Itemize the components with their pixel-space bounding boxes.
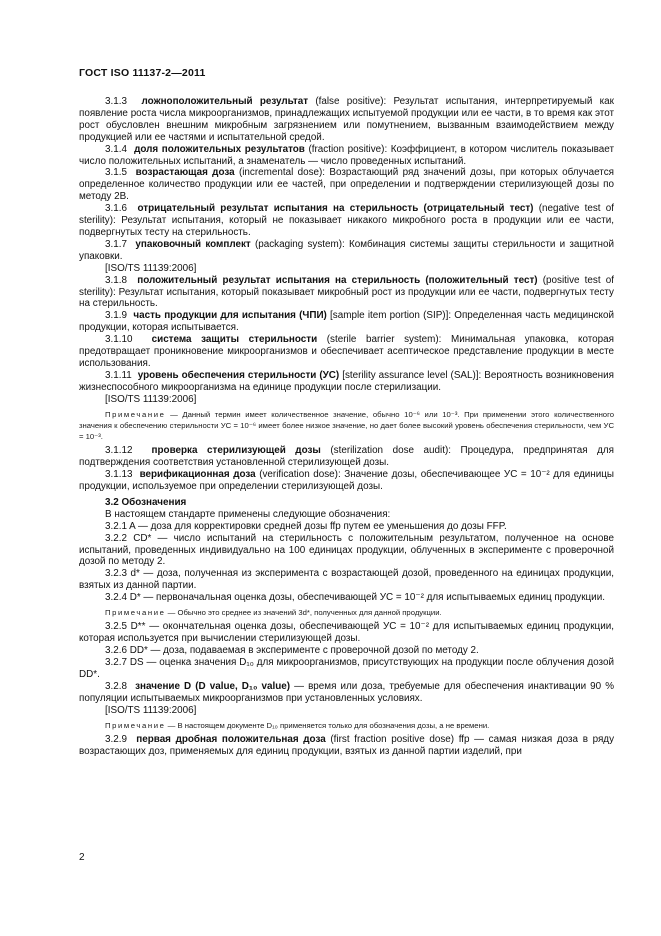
symbol-3-2-1: 3.2.1 A — доза для корректировки средней дозы ffp путем ее уменьшения до дозы FFP. bbox=[105, 520, 507, 532]
note-3-2-4: Примечание — Обычно это среднее из значений 3d*, полученных для данной продукции. bbox=[105, 608, 442, 618]
symbol-3-2-8: 3.2.8 значение D (D value, D₁₀ value) — время или доза, требуемые для обеспечения инактивации 90 % популяции испытываемых микроорганизмов при установленных условиях. bbox=[79, 680, 614, 704]
symbol-3-2-3: 3.2.3 d* — доза, полученная из эксперимента с возрастающей дозой, проведенного на единицах продукции, взятых из данной партии. bbox=[79, 568, 614, 592]
term-3-1-10: 3.1.10 система защиты стерильности (sterile barrier system): Минимальная упаковка, которая предотвращает проникновение микроорганизмов и обеспечивает асептическое представление продукции в месте использования. bbox=[79, 334, 614, 369]
document-body bbox=[79, 96, 614, 758]
term-3-1-11: 3.1.11 уровень обеспечения стерильности (УС) [sterility assurance level (SAL)]: Вероятность возникновения жизнеспособного микроорганизма на единице продукции после стерилизации. bbox=[79, 369, 614, 393]
term-3-1-5: 3.1.5 возрастающая доза (incremental dose): Возрастающий ряд значений дозы, при которых облучается определенное количество продукции или ее частей, при определении и подтверждении стерилизующей дозы по методу 2В. bbox=[79, 167, 614, 203]
section-heading-3-2: 3.2 Обозначения bbox=[105, 496, 187, 508]
term-3-1-12: 3.1.12 проверка стерилизующей дозы (sterilization dose audit): Процедура, предпринятая для подтверждения соответствия установленной стерилизующей дозы. bbox=[79, 445, 614, 469]
term-3-1-8: 3.1.8 положительный результат испытания на стерильность (положительный тест) (positive test of sterility): Результат испытания, который показывает микробный рост из продукции или ее части, подвергнутых тесту на стерильность. bbox=[79, 274, 614, 310]
term-3-1-9: 3.1.9 часть продукции для испытания (ЧПИ) [sample item portion (SIP)]: Определенная часть медицинской продукции, которая испытывается. bbox=[79, 310, 614, 334]
reference-3-2-8: [ISO/TS 11139:2006] bbox=[105, 704, 197, 716]
reference-3-1-11: [ISO/TS 11139:2006] bbox=[105, 393, 197, 405]
symbol-3-2-5: 3.2.5 D** — окончательная оценка дозы, обеспечивающей УС = 10⁻² для испытываемых единиц продукции, которая используется при вычислении стерилизующей дозы. bbox=[79, 621, 614, 645]
term-3-1-6: 3.1.6 отрицательный результат испытания на стерильность (отрицательный тест) (negative test of sterility): Результат испытания, который не показывает никакого микробного роста в продукции или ее части, подвергнутых тесту на стерильность. bbox=[79, 203, 614, 238]
term-3-1-7: 3.1.7 упаковочный комплект (packaging system): Комбинация системы защиты стерильности и защитной упаковки. bbox=[79, 238, 614, 262]
document-header: ГОСТ ISO 11137-2—2011 bbox=[79, 67, 206, 79]
reference-3-1-7: [ISO/TS 11139:2006] bbox=[105, 262, 197, 274]
term-3-1-3: 3.1.3 ложноположительный результат (false positive): Результат испытания, интерпретируемый как появление роста числа микроорганизмов, принадлежащих испытуемой продукции или ее части, в то время как этот рост обусловлен внешним микробным загрязнением или помутнением, вызванным взаимодействием между продукцией или ее частями и испытательной средой. bbox=[79, 96, 614, 143]
page-number: 2 bbox=[79, 852, 85, 863]
term-3-1-13: 3.1.13 верификационная доза (verification dose): Значение дозы, обеспечивающее УС = 10⁻² для единицы продукции, используемое при определении стерилизующей дозы. bbox=[79, 468, 614, 492]
symbol-3-2-9: 3.2.9 первая дробная положительная доза (first fraction positive dose) ffp — самая низкая доза в ряду возрастающих доз, применяемых для единиц продукции, взятых из данной партии изделий, при bbox=[79, 733, 615, 757]
symbols-intro: В настоящем стандарте применены следующие обозначения: bbox=[105, 508, 391, 520]
note-3-1-11: Примечание — Данный термин имеет количественное значение, обычно 10⁻⁶ или 10⁻³. При применении этого количественного значения к обеспечению стерильности УС = 10⁻⁶ имеет более низкое значение, но дает более высокий уровень обеспечения стерильности, чем УС = 10⁻³. bbox=[79, 409, 614, 441]
term-3-1-4: 3.1.4 доля положительных результатов (fraction positive): Коэффициент, в котором числитель показывает число положительных испытаний, а знаменатель — число проведенных испытаний. bbox=[79, 143, 614, 167]
note-3-2-8: Примечание — В настоящем документе D₁₀ применяется только для обозначения дозы, а не времени. bbox=[105, 720, 490, 730]
symbol-3-2-4: 3.2.4 D* — первоначальная оценка дозы, обеспечивающей УС = 10⁻² для испытываемых единиц продукции. bbox=[105, 592, 605, 604]
symbol-3-2-6: 3.2.6 DD* — доза, подаваемая в эксперименте с проверочной дозой по методу 2. bbox=[105, 645, 479, 657]
symbol-3-2-2: 3.2.2 CD* — число испытаний на стерильность с положительным результатом, полученное на основе испытаний, проведенных индивидуально на 100 единицах продукции, облученных в эксперименте с проверочной дозой по методу 2. bbox=[79, 532, 614, 568]
symbol-3-2-7: 3.2.7 DS — оценка значения D₁₀ для микроорганизмов, присутствующих на продукции после облучения дозой DD*. bbox=[79, 656, 614, 680]
